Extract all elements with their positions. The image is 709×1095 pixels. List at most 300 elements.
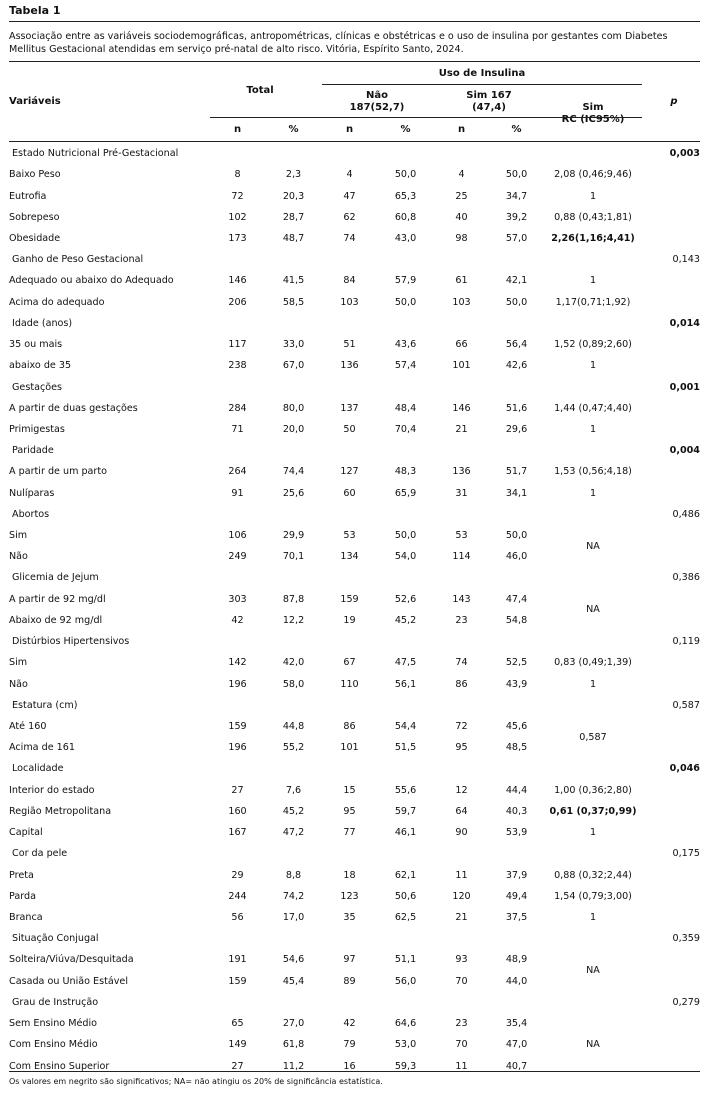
category-row	[9, 843, 700, 864]
table-row	[9, 398, 700, 419]
cell-sn: 53	[455, 530, 468, 542]
empty-cell	[265, 249, 322, 270]
header-nao-count: 187(52,7)	[349, 102, 405, 113]
category-label: Situação Conjugal	[12, 933, 99, 945]
cell-tp: 12,2	[282, 614, 305, 626]
row-label: Capital	[9, 827, 43, 839]
cell-nn: 19	[343, 614, 356, 626]
empty-cell	[544, 992, 642, 1013]
cell-tp: 58,5	[282, 296, 305, 308]
empty-cell	[322, 928, 377, 949]
rc-value: 1,44 (0,47;4,40)	[554, 402, 632, 414]
empty-cell	[210, 313, 265, 334]
empty-cell	[265, 843, 322, 864]
p-value: 0,279	[672, 996, 700, 1008]
table-row	[9, 822, 700, 843]
cell-sp: 42,6	[505, 360, 528, 372]
empty-cell	[642, 589, 700, 610]
cell-sn: 23	[455, 1018, 468, 1030]
empty-cell	[642, 949, 700, 970]
empty-cell	[322, 504, 377, 525]
cell-tp: 2,3	[285, 169, 302, 181]
cell-np: 60,8	[394, 211, 417, 223]
empty-cell	[210, 440, 265, 461]
cell-tp: 47,2	[282, 827, 305, 839]
cell-sp: 52,5	[505, 657, 528, 669]
cell-nn: 77	[343, 827, 356, 839]
cell-sp: 37,9	[505, 869, 528, 881]
cell-sn: 98	[455, 232, 468, 244]
cell-nn: 60	[343, 487, 356, 499]
cell-sn: 93	[455, 954, 468, 966]
empty-cell	[489, 992, 544, 1013]
empty-cell	[642, 822, 700, 843]
p-value: 0,386	[672, 572, 700, 584]
cell-np: 54,0	[394, 551, 417, 563]
cell-sp: 50,0	[505, 169, 528, 181]
cell-sn: 4	[458, 169, 465, 181]
cell-np: 51,1	[394, 954, 417, 966]
cell-sn: 120	[452, 890, 471, 902]
table-row	[9, 525, 700, 546]
table-row	[9, 228, 700, 249]
empty-cell	[544, 504, 642, 525]
empty-cell	[642, 716, 700, 737]
cell-sp: 50,0	[505, 530, 528, 542]
cell-nn: 42	[343, 1018, 356, 1030]
table-row	[9, 270, 700, 291]
row-label: Obesidade	[9, 232, 61, 244]
cell-tp: 74,4	[282, 466, 305, 478]
row-label: Parda	[9, 890, 36, 902]
cell-tp: 7,6	[285, 784, 302, 796]
cell-sp: 53,9	[505, 827, 528, 839]
empty-cell	[642, 270, 700, 291]
cell-nn: 79	[343, 1039, 356, 1051]
cell-sn: 40	[455, 211, 468, 223]
cell-nn: 97	[343, 954, 356, 966]
empty-cell	[642, 483, 700, 504]
empty-cell	[489, 143, 544, 164]
p-value: 0,046	[669, 763, 700, 775]
table-row	[9, 886, 700, 907]
cell-tp: 28,7	[282, 211, 305, 223]
rc-value: 1	[589, 423, 597, 435]
table-row	[9, 589, 700, 610]
cell-nn: 101	[340, 742, 359, 754]
empty-cell	[322, 567, 377, 588]
rc-value: NA	[586, 965, 600, 977]
cell-tn: 65	[231, 1018, 244, 1030]
cell-tp: 11,2	[282, 1060, 305, 1072]
cell-nn: 134	[340, 551, 359, 563]
header-bottom-rule	[9, 141, 700, 142]
empty-cell	[210, 143, 265, 164]
cell-np: 65,9	[394, 487, 417, 499]
header-sim-pct: %	[511, 124, 522, 135]
table-row	[9, 164, 700, 185]
cell-tn: 160	[228, 805, 247, 817]
empty-cell	[434, 440, 489, 461]
cell-tn: 191	[228, 954, 247, 966]
cell-np: 50,0	[394, 169, 417, 181]
table-row	[9, 292, 700, 313]
row-label: Primigestas	[9, 423, 65, 435]
cell-sp: 57,0	[505, 232, 528, 244]
header-uso-insulina: Uso de Insulina	[438, 68, 526, 79]
header-sub-rule	[210, 117, 642, 118]
category-row	[9, 249, 700, 270]
empty-cell	[642, 185, 700, 206]
cell-tn: 149	[228, 1039, 247, 1051]
cell-tn: 244	[228, 890, 247, 902]
table-row	[9, 864, 700, 885]
empty-cell	[265, 143, 322, 164]
cell-tp: 44,8	[282, 721, 305, 733]
cell-nn: 159	[340, 593, 359, 605]
row-label: Baixo Peso	[9, 169, 61, 181]
cell-tp: 25,6	[282, 487, 305, 499]
empty-cell	[642, 864, 700, 885]
cell-tn: 117	[228, 339, 247, 351]
empty-cell	[544, 758, 642, 779]
header-total-n: n	[233, 124, 242, 135]
empty-cell	[544, 440, 642, 461]
table-row	[9, 949, 700, 970]
header-rc-sim: Sim	[582, 102, 604, 113]
table-row	[9, 801, 700, 822]
data-table	[9, 143, 700, 1077]
cell-tp: 29,9	[282, 530, 305, 542]
empty-cell	[642, 886, 700, 907]
p-value: 0,486	[672, 508, 700, 520]
empty-cell	[642, 164, 700, 185]
cell-tn: 284	[228, 402, 247, 414]
empty-cell	[210, 376, 265, 397]
cell-tn: 249	[228, 551, 247, 563]
empty-cell	[642, 673, 700, 694]
cell-sp: 35,4	[505, 1018, 528, 1030]
empty-cell	[642, 652, 700, 673]
cell-tp: 55,2	[282, 742, 305, 754]
row-label: Solteira/Viúva/Desquitada	[9, 954, 134, 966]
header-total: Total	[246, 85, 274, 96]
empty-cell	[434, 143, 489, 164]
cell-tp: 17,0	[282, 911, 305, 923]
row-label: A partir de um parto	[9, 466, 108, 478]
cell-sn: 74	[455, 657, 468, 669]
header-rc	[544, 102, 642, 126]
cell-sp: 46,0	[505, 551, 528, 563]
row-label: Sim	[9, 657, 28, 669]
empty-cell	[377, 631, 434, 652]
rc-value: 1	[589, 275, 597, 287]
cell-tn: 71	[231, 423, 244, 435]
cell-tn: 196	[228, 678, 247, 690]
header-uso-rule	[322, 84, 642, 85]
empty-cell	[434, 992, 489, 1013]
cell-tn: 102	[228, 211, 247, 223]
header-rc-label: RC (IC95%)	[561, 114, 625, 125]
table-row	[9, 652, 700, 673]
rc-value: NA	[586, 1039, 600, 1051]
category-label: Localidade	[12, 763, 64, 775]
table-row	[9, 780, 700, 801]
cell-tn: 264	[228, 466, 247, 478]
cell-np: 56,0	[394, 975, 417, 987]
cell-np: 62,1	[394, 869, 417, 881]
category-row	[9, 695, 700, 716]
empty-cell	[210, 928, 265, 949]
cell-np: 48,3	[394, 466, 417, 478]
cell-sn: 11	[455, 1060, 468, 1072]
cell-tn: 238	[228, 360, 247, 372]
row-label: A partir de 92 mg/dl	[9, 593, 106, 605]
cell-sn: 101	[452, 360, 471, 372]
empty-cell	[322, 695, 377, 716]
cell-sn: 146	[452, 402, 471, 414]
row-label: Acima do adequado	[9, 296, 105, 308]
p-value: 0,004	[669, 445, 700, 457]
cell-nn: 89	[343, 975, 356, 987]
empty-cell	[489, 376, 544, 397]
cell-sn: 72	[455, 721, 468, 733]
header-nao-n: n	[345, 124, 354, 135]
p-value: 0,175	[672, 848, 700, 860]
cell-nn: 50	[343, 423, 356, 435]
row-label: Interior do estado	[9, 784, 95, 796]
cell-sp: 29,6	[505, 423, 528, 435]
rc-value: NA	[586, 604, 600, 616]
cell-np: 55,6	[394, 784, 417, 796]
empty-cell	[489, 695, 544, 716]
empty-cell	[489, 313, 544, 334]
cell-sp: 51,6	[505, 402, 528, 414]
cell-tn: 159	[228, 721, 247, 733]
empty-cell	[265, 504, 322, 525]
empty-cell	[544, 695, 642, 716]
category-label: Abortos	[12, 508, 50, 520]
cell-np: 62,5	[394, 911, 417, 923]
p-value: 0,119	[672, 636, 700, 648]
row-label: Sobrepeso	[9, 211, 60, 223]
row-label: A partir de duas gestações	[9, 402, 138, 414]
cell-tp: 20,0	[282, 423, 305, 435]
cell-tn: 106	[228, 530, 247, 542]
row-label: Acima de 161	[9, 742, 75, 754]
cell-nn: 18	[343, 869, 356, 881]
cell-sn: 86	[455, 678, 468, 690]
empty-cell	[434, 249, 489, 270]
empty-cell	[642, 1013, 700, 1034]
empty-cell	[642, 737, 700, 758]
empty-cell	[210, 695, 265, 716]
cell-nn: 62	[343, 211, 356, 223]
cell-sn: 21	[455, 423, 468, 435]
empty-cell	[642, 780, 700, 801]
header-nao-pct: %	[400, 124, 411, 135]
category-label: Grau de Instrução	[12, 996, 99, 1008]
cell-sn: 143	[452, 593, 471, 605]
header-sim-n: n	[457, 124, 466, 135]
rc-value: 0,88 (0,32;2,44)	[554, 869, 632, 881]
cell-tn: 146	[228, 275, 247, 287]
rc-value: 1,54 (0,79;3,00)	[554, 890, 632, 902]
row-label: Com Ensino Superior	[9, 1060, 110, 1072]
row-label: Até 160	[9, 721, 47, 733]
cell-nn: 15	[343, 784, 356, 796]
empty-cell	[489, 843, 544, 864]
rc-value: 0,61 (0,37;0,99)	[549, 805, 637, 817]
rc-value: 1,17(0,71;1,92)	[555, 296, 631, 308]
header-sim-label: Sim 167	[466, 90, 512, 101]
cell-np: 50,6	[394, 890, 417, 902]
empty-cell	[210, 992, 265, 1013]
cell-np: 52,6	[394, 593, 417, 605]
p-value: 0,587	[672, 699, 700, 711]
cell-tp: 41,5	[282, 275, 305, 287]
row-label: Região Metropolitana	[9, 805, 112, 817]
cell-nn: 103	[340, 296, 359, 308]
cell-sp: 34,1	[505, 487, 528, 499]
empty-cell	[642, 228, 700, 249]
empty-cell	[377, 376, 434, 397]
empty-cell	[265, 440, 322, 461]
cell-sn: 12	[455, 784, 468, 796]
header-sim-count: (47,4)	[472, 102, 506, 113]
row-label: Branca	[9, 911, 43, 923]
cell-np: 64,6	[394, 1018, 417, 1030]
empty-cell	[489, 631, 544, 652]
cell-tn: 167	[228, 827, 247, 839]
cell-sn: 21	[455, 911, 468, 923]
empty-cell	[377, 567, 434, 588]
cell-sp: 39,2	[505, 211, 528, 223]
empty-cell	[642, 334, 700, 355]
cell-nn: 51	[343, 339, 356, 351]
cell-nn: 127	[340, 466, 359, 478]
empty-cell	[544, 631, 642, 652]
category-label: Cor da pele	[12, 848, 68, 860]
category-row	[9, 504, 700, 525]
empty-cell	[489, 758, 544, 779]
cell-sp: 42,1	[505, 275, 528, 287]
cell-sn: 114	[452, 551, 471, 563]
cell-nn: 95	[343, 805, 356, 817]
cell-tp: 45,2	[282, 805, 305, 817]
cell-sn: 103	[452, 296, 471, 308]
empty-cell	[210, 567, 265, 588]
header-total-pct: %	[288, 124, 299, 135]
table-row	[9, 673, 700, 694]
cell-sp: 54,8	[505, 614, 528, 626]
empty-cell	[377, 249, 434, 270]
top-rule	[9, 21, 700, 22]
empty-cell	[642, 461, 700, 482]
category-label: Idade (anos)	[12, 317, 73, 329]
cell-sp: 47,0	[505, 1039, 528, 1051]
cell-tp: 48,7	[282, 232, 305, 244]
cell-nn: 86	[343, 721, 356, 733]
cell-np: 56,1	[394, 678, 417, 690]
category-label: Estado Nutricional Pré-Gestacional	[12, 148, 179, 160]
empty-cell	[377, 440, 434, 461]
cell-tp: 67,0	[282, 360, 305, 372]
category-row	[9, 631, 700, 652]
table-row	[9, 419, 700, 440]
empty-cell	[642, 207, 700, 228]
cell-tn: 206	[228, 296, 247, 308]
cell-sn: 66	[455, 339, 468, 351]
empty-cell	[642, 546, 700, 567]
cell-sp: 44,4	[505, 784, 528, 796]
cell-sn: 70	[455, 1039, 468, 1051]
bottom-rule	[9, 1071, 700, 1072]
cell-np: 47,5	[394, 657, 417, 669]
table-row	[9, 334, 700, 355]
table-caption: Associação entre as variáveis sociodemográficas, antropométricas, clínicas e obstétricas e o uso de insulina por gestantes com Diabetes Mellitus Gestacional atendidas em serviço pré-natal de alto risco. Vitória, Espírito Santo, 2024.	[9, 31, 668, 55]
empty-cell	[377, 313, 434, 334]
p-value: 0,359	[672, 933, 700, 945]
table-row	[9, 1013, 700, 1034]
empty-cell	[210, 758, 265, 779]
empty-cell	[265, 631, 322, 652]
cell-sn: 31	[455, 487, 468, 499]
empty-cell	[322, 440, 377, 461]
cell-tp: 58,0	[282, 678, 305, 690]
cell-tn: 8	[234, 169, 241, 181]
empty-cell	[544, 376, 642, 397]
header-nao-label: Não	[366, 90, 388, 101]
cell-sn: 23	[455, 614, 468, 626]
p-value: 0,143	[672, 254, 700, 266]
rc-value: 1,00 (0,36;2,80)	[554, 784, 632, 796]
empty-cell	[377, 843, 434, 864]
cell-tn: 303	[228, 593, 247, 605]
empty-cell	[544, 143, 642, 164]
table-row	[9, 907, 700, 928]
row-label: Abaixo de 92 mg/dl	[9, 614, 103, 626]
empty-cell	[265, 758, 322, 779]
empty-cell	[322, 143, 377, 164]
cell-tp: 70,1	[282, 551, 305, 563]
cell-np: 50,0	[394, 530, 417, 542]
empty-cell	[434, 928, 489, 949]
category-label: Ganho de Peso Gestacional	[12, 254, 144, 266]
row-label: Preta	[9, 869, 34, 881]
cell-sp: 45,6	[505, 721, 528, 733]
empty-cell	[434, 631, 489, 652]
rc-value: 1	[589, 678, 597, 690]
empty-cell	[210, 504, 265, 525]
empty-cell	[642, 292, 700, 313]
cell-sp: 56,4	[505, 339, 528, 351]
cell-sn: 25	[455, 190, 468, 202]
cell-nn: 110	[340, 678, 359, 690]
empty-cell	[377, 143, 434, 164]
empty-cell	[377, 992, 434, 1013]
cell-tn: 56	[231, 911, 244, 923]
cell-np: 57,4	[394, 360, 417, 372]
cell-tp: 33,0	[282, 339, 305, 351]
cell-tp: 20,3	[282, 190, 305, 202]
empty-cell	[322, 631, 377, 652]
rc-value: 1	[589, 487, 597, 499]
header-nao	[322, 90, 432, 114]
empty-cell	[434, 376, 489, 397]
header-sim	[434, 90, 544, 114]
row-label: Adequado ou abaixo do Adequado	[9, 275, 174, 287]
